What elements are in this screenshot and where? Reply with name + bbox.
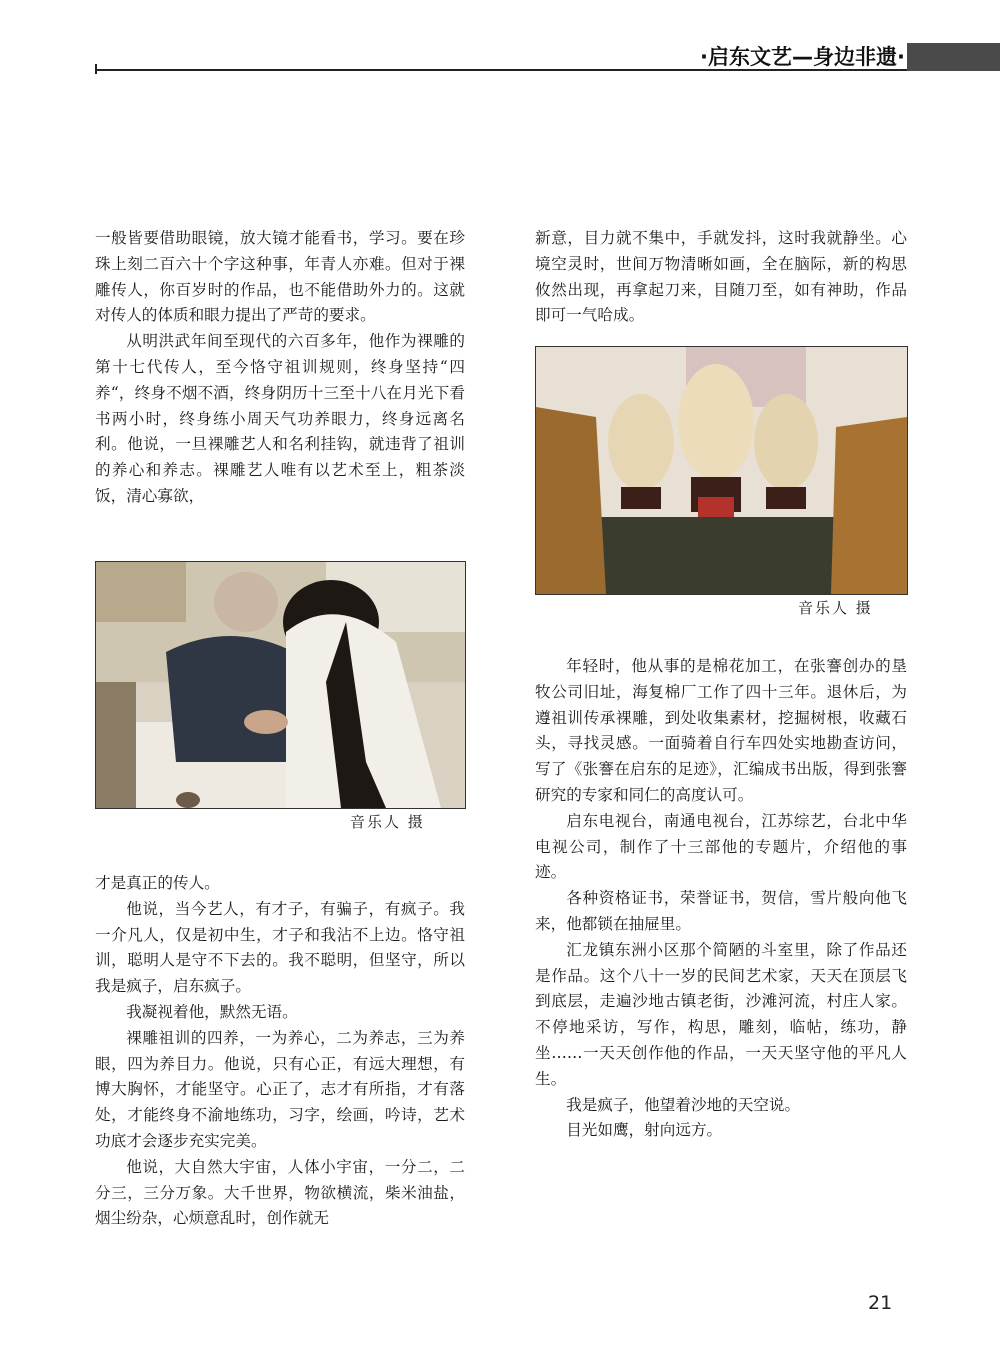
paragraph: 裸雕祖训的四养，一为养心，二为养志，三为养眼，四为养目力。他说，只有心正，有远大理想，有博大胸怀，才能坚守。心正了，志才有所指，才有落处，才能终身不渝地练功，习字，绘画，吟诗，艺术功底才会逐步充实完美。 [95,1028,465,1150]
right-column-top [535,226,907,329]
running-header-title: ·启东文艺—身边非遗· [700,45,905,69]
photo-credit: 音乐人 摄 [798,599,873,617]
left-column-bottom [95,871,465,1232]
paragraph: 他说，大自然大宇宙，人体小宇宙，一分二，二分三，三分万象。大千世界，物欲横流，柴米油盐，烟尘纷杂，心烦意乱时，创作就无 [95,1157,465,1228]
paragraph: 从明洪武年间至现代的六百多年，他作为裸雕的第十七代传人，至今恪守祖训规则，终身坚持“四养“，终身不烟不酒，终身阴历十三至十八在月光下看书两小时，终身练小周天气功养眼力，终身远离名利。他说，一旦裸雕艺人和名利挂钩，就违背了祖训的养心和养志。裸雕艺人唯有以艺术至上，粗茶淡饭，清心寡欲， [95,332,465,505]
photo-carved-ostrich-eggs [535,346,908,595]
page-number: 21 [868,1292,893,1314]
header-color-block [907,43,1000,71]
photo-credit: 音乐人 摄 [350,813,425,831]
paragraph: 各种资格证书，荣誉证书，贺信，雪片般向他飞来，他都锁在抽屉里。 [535,889,907,933]
paragraph: 启东电视台，南通电视台，江苏综艺，台北中华电视公司，制作了十三部他的专题片，介绍他的事迹。 [535,811,907,882]
photo-artist-teaching [95,561,466,809]
paragraph: 我是疯子，他望着沙地的天空说。 [566,1095,801,1114]
paragraph: 目光如鹰，射向远方。 [566,1121,723,1140]
paragraph: 他说，当今艺人，有才子，有骗子，有疯子。我一介凡人，仅是初中生，才子和我沾不上边。恪守祖训，聪明人是守不下去的。我不聪明，但坚守，所以我是疯子，启东疯子。 [95,899,465,996]
paragraph: 我凝视着他，默然无语。 [126,1002,298,1021]
right-column-bottom [535,654,907,1144]
left-column-top [95,226,465,510]
paragraph: 才是真正的传人。 [95,874,220,892]
paragraph: 年轻时，他从事的是棉花加工，在张謇创办的垦牧公司旧址，海复棉厂工作了四十三年。退休后，为遵祖训传承裸雕，到处收集素材，挖掘树根，收藏石头，寻找灵感。一面骑着自行车四处实地勘查访问，写了《张謇在启东的足迹》，汇编成书出版，得到张謇研究的专家和同仁的高度认可。 [535,657,907,804]
paragraph: 汇龙镇东洲小区那个简陋的斗室里，除了作品还是作品。这个八十一岁的民间艺术家，天天在顶层飞到底层，走遍沙地古镇老街，沙滩河流，村庄人家。不停地采访，写作，构思，雕刻，临帖，练功，静坐……一天天创作他的作品，一天天坚守他的平凡人生。 [535,940,907,1088]
paragraph: 新意，目力就不集中，手就发抖，这时我就静坐。心境空灵时，世间万物清晰如画，全在脑际，新的构思攸然出现，再拿起刀来，目随刀至，如有神助，作品即可一气哈成。 [535,229,907,325]
paragraph: 一般皆要借助眼镜，放大镜才能看书，学习。要在珍珠上刻二百六十个字这种事，年青人亦难。但对于裸雕传人，你百岁时的作品，也不能借助外力的。这就对传人的体质和眼力提出了严苛的要求。 [95,229,465,325]
